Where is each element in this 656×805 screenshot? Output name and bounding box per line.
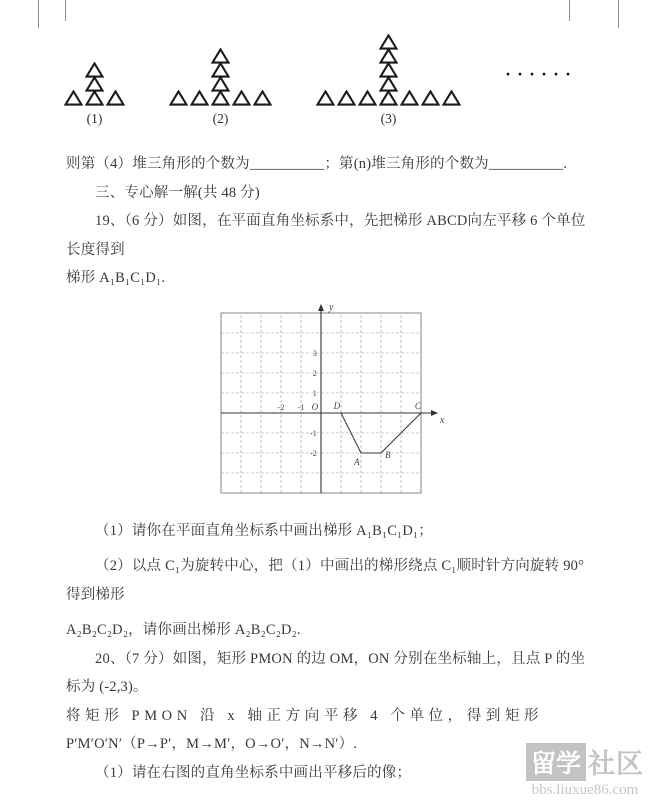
svg-text:-2: -2 xyxy=(277,402,285,412)
page-border-mark xyxy=(618,0,619,28)
triangle-icon xyxy=(211,90,230,106)
watermark-url: bbs.liuxue86.com xyxy=(531,782,639,798)
group-label: (1) xyxy=(86,111,103,126)
question-19-part2b: A₂B₂C₂D₂，请你画出梯形 A₂B₂C₂D₂. xyxy=(66,622,301,638)
svg-text:-2: -2 xyxy=(309,448,317,458)
triangle-icon xyxy=(379,90,398,106)
triangle-icon xyxy=(232,90,251,106)
watermark-logo-text: 社区 xyxy=(588,749,644,779)
svg-text:3: 3 xyxy=(312,348,317,358)
question-20-line1: 20、（7 分）如图，矩形 PMON 的边 OM，ON 分别在坐标轴上，且点 P 的坐标为 (-2,3)。 xyxy=(66,650,586,695)
triangle-patterns xyxy=(64,34,577,127)
triangle-icon xyxy=(337,90,356,106)
triangle-row xyxy=(64,90,125,106)
question-19-part1: （1）请你在平面直角坐标系中画出梯形 A₁B₁C₁D₁； xyxy=(95,522,433,539)
section-header: 三、专心解一解(共 48 分) xyxy=(95,184,260,201)
triangle-icon xyxy=(64,90,83,106)
question-20-part1: （1）请在右图的直角坐标系中画出平移后的像； xyxy=(95,764,412,781)
watermark-logo xyxy=(526,742,644,781)
triangle-group xyxy=(316,34,461,127)
triangle-icon xyxy=(442,90,461,106)
question-text-block xyxy=(66,150,594,787)
triangle-icon xyxy=(316,90,335,106)
question-20-line2: 将矩形 PMON 沿 x 轴正方向平移 4 个单位，得到矩形 xyxy=(66,707,544,724)
svg-text:2: 2 xyxy=(312,368,317,378)
svg-text:y: y xyxy=(329,301,334,313)
triangle-icon xyxy=(358,90,377,106)
triangle-row xyxy=(169,90,272,106)
svg-text:B: B xyxy=(385,449,391,460)
svg-text:A: A xyxy=(354,456,360,467)
svg-text:C: C xyxy=(414,400,422,411)
triangle-stack xyxy=(211,48,230,90)
watermark-logo-box: 留学 xyxy=(526,743,586,781)
question-19-line1: 19、（6 分）如图，在平面直角坐标系中，先把梯形 ABCD向左平移 6 个单位长度得到 xyxy=(66,213,586,258)
triangle-icon xyxy=(85,90,104,106)
page-border-mark xyxy=(65,0,66,21)
watermark xyxy=(526,742,644,799)
triangle-icon xyxy=(190,90,209,106)
question-20-line3: P′M′O′N′（P→P′，M→M′，O→O′，N→N′）. xyxy=(66,736,358,752)
svg-text:x: x xyxy=(440,414,445,426)
svg-text:1: 1 xyxy=(312,388,317,398)
question-19-line2: 梯形 A₁B₁C₁D₁. xyxy=(66,270,166,286)
ellipsis-dots: ······ xyxy=(505,64,578,84)
page-border-mark xyxy=(38,0,39,28)
triangle-icon xyxy=(169,90,188,106)
svg-text:-1: -1 xyxy=(309,428,317,438)
triangle-icon xyxy=(253,90,272,106)
triangle-group xyxy=(169,48,272,127)
triangle-row xyxy=(316,90,461,106)
coordinate-grid-figure xyxy=(66,297,594,509)
question-19-part2a: （2）以点 C₁为旋转中心，把（1）中画出的梯形绕点 C₁顺时针方向旋转 90° 得到梯形 xyxy=(66,558,585,603)
fill-blank-question: 则第（4）堆三角形的个数为__________；第(n)堆三角形的个数为__________. xyxy=(66,156,568,172)
triangle-stack xyxy=(379,34,398,90)
coordinate-grid xyxy=(205,297,455,509)
triangle-icon xyxy=(106,90,125,106)
triangle-icon xyxy=(400,90,419,106)
triangle-stack xyxy=(85,62,104,90)
group-label: (2) xyxy=(212,111,229,126)
svg-text:-1: -1 xyxy=(297,402,305,412)
triangle-icon xyxy=(421,90,440,106)
svg-text:O: O xyxy=(311,401,319,412)
svg-text:D: D xyxy=(333,400,341,411)
triangle-group xyxy=(64,62,125,127)
group-label: (3) xyxy=(380,111,397,126)
page-border-mark xyxy=(569,0,570,21)
